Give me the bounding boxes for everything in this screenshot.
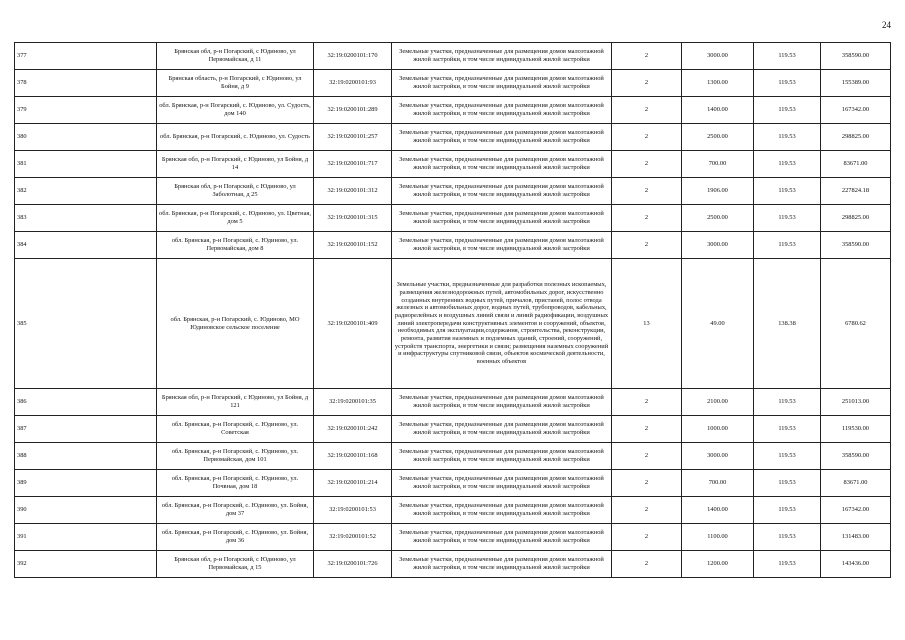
row-rate: 119.53 (754, 524, 821, 551)
row-category: 2 (612, 151, 682, 178)
row-address: Брянская обл, р-н Погарский, с Юдиново, ул Первомайская, д 15 (157, 551, 314, 578)
row-permitted-use: Земельные участки, предназначенные для размещения домов малоэтажной жилой застройки, в том числе индивидуальной жилой застройки (392, 470, 612, 497)
row-sum: 298825.00 (821, 205, 891, 232)
row-rate: 119.53 (754, 443, 821, 470)
row-sum: 227824.18 (821, 178, 891, 205)
row-rate: 119.53 (754, 124, 821, 151)
row-permitted-use: Земельные участки, предназначенные для размещения домов малоэтажной жилой застройки, в том числе индивидуальной жилой застройки (392, 97, 612, 124)
row-cadastral-number: 32:19:0200101:152 (314, 232, 392, 259)
row-sum: 167342.00 (821, 97, 891, 124)
row-sum: 358590.00 (821, 43, 891, 70)
row-permitted-use: Земельные участки, предназначенные для размещения домов малоэтажной жилой застройки, в том числе индивидуальной жилой застройки (392, 43, 612, 70)
row-category: 2 (612, 178, 682, 205)
row-area: 1000.00 (682, 416, 754, 443)
row-permitted-use: Земельные участки, предназначенные для размещения домов малоэтажной жилой застройки, в том числе индивидуальной жилой застройки (392, 151, 612, 178)
row-number: 377 (15, 43, 157, 70)
row-permitted-use: Земельные участки, предназначенные для размещения домов малоэтажной жилой застройки, в том числе индивидуальной жилой застройки (392, 178, 612, 205)
row-cadastral-number: 32:19:0200101:315 (314, 205, 392, 232)
row-number: 383 (15, 205, 157, 232)
row-number: 388 (15, 443, 157, 470)
row-area: 1200.00 (682, 551, 754, 578)
row-category: 2 (612, 389, 682, 416)
row-sum: 119530.00 (821, 416, 891, 443)
row-number: 384 (15, 232, 157, 259)
row-category: 2 (612, 232, 682, 259)
row-address: Брянская обл, р-н Погарский, с Юдиново, ул Первомайская, д 11 (157, 43, 314, 70)
row-category: 2 (612, 524, 682, 551)
table-body (15, 43, 891, 578)
table-row (15, 178, 891, 205)
row-address: обл. Брянская, р-н Погарский, с. Юдиново, ул. Цветная, дом 5 (157, 205, 314, 232)
row-cadastral-number: 32:19:0200101:168 (314, 443, 392, 470)
row-number: 380 (15, 124, 157, 151)
row-rate: 119.53 (754, 497, 821, 524)
row-sum: 83671.00 (821, 151, 891, 178)
row-rate: 119.53 (754, 232, 821, 259)
row-permitted-use: Земельные участки, предназначенные для размещения домов малоэтажной жилой застройки, в том числе индивидуальной жилой застройки (392, 124, 612, 151)
row-sum: 83671.00 (821, 470, 891, 497)
row-rate: 119.53 (754, 70, 821, 97)
row-address: Брянская обл, р-н Погарский, с Юдиново, ул Бойня, д 121 (157, 389, 314, 416)
table-row (15, 443, 891, 470)
row-address: обл. Брянская, р-н Погарский, с. Юдиново, ул. Судость (157, 124, 314, 151)
row-number: 392 (15, 551, 157, 578)
row-rate: 119.53 (754, 151, 821, 178)
row-area: 49.00 (682, 259, 754, 389)
row-category: 2 (612, 70, 682, 97)
row-category: 2 (612, 470, 682, 497)
row-address: Брянская обл, р-н Погарский, с Юдиново, ул Заболотная, д 25 (157, 178, 314, 205)
row-address: обл. Брянская, р-н Погарский, с. Юдиново, ул. Бойня, дом 36 (157, 524, 314, 551)
table-row (15, 124, 891, 151)
row-category: 2 (612, 416, 682, 443)
row-category: 2 (612, 97, 682, 124)
row-number: 387 (15, 416, 157, 443)
row-category: 2 (612, 497, 682, 524)
row-permitted-use: Земельные участки, предназначенные для размещения домов малоэтажной жилой застройки, в том числе индивидуальной жилой застройки (392, 497, 612, 524)
table-row (15, 389, 891, 416)
row-address: обл. Брянская, р-н Погарский, с. Юдиново, ул. Советская (157, 416, 314, 443)
table-row (15, 551, 891, 578)
row-rate: 119.53 (754, 470, 821, 497)
row-cadastral-number: 32:19:0200101:52 (314, 524, 392, 551)
row-permitted-use: Земельные участки, предназначенные для размещения домов малоэтажной жилой застройки, в том числе индивидуальной жилой застройки (392, 205, 612, 232)
row-rate: 119.53 (754, 389, 821, 416)
row-rate: 119.53 (754, 551, 821, 578)
table-row (15, 259, 891, 389)
page-number: 24 (882, 20, 891, 30)
row-cadastral-number: 32:19:0200101:726 (314, 551, 392, 578)
table-row (15, 470, 891, 497)
table-row (15, 70, 891, 97)
row-permitted-use: Земельные участки, предназначенные для размещения домов малоэтажной жилой застройки, в том числе индивидуальной жилой застройки (392, 551, 612, 578)
row-permitted-use: Земельные участки, предназначенные для размещения домов малоэтажной жилой застройки, в том числе индивидуальной жилой застройки (392, 389, 612, 416)
row-address: Брянская обл, р-н Погарский, с Юдиново, ул Бойня, д 14 (157, 151, 314, 178)
row-category: 13 (612, 259, 682, 389)
row-area: 700.00 (682, 470, 754, 497)
row-area: 1400.00 (682, 97, 754, 124)
row-number: 379 (15, 97, 157, 124)
row-area: 1100.00 (682, 524, 754, 551)
row-sum: 167342.00 (821, 497, 891, 524)
row-address: обл. Брянская, р-н Погарский, с. Юдиново, ул. Первомайская, дом 101 (157, 443, 314, 470)
table-row (15, 205, 891, 232)
row-rate: 119.53 (754, 416, 821, 443)
row-number: 381 (15, 151, 157, 178)
row-category: 2 (612, 124, 682, 151)
row-permitted-use: Земельные участки, предназначенные для размещения домов малоэтажной жилой застройки, в том числе индивидуальной жилой застройки (392, 232, 612, 259)
table-row (15, 151, 891, 178)
row-category: 2 (612, 551, 682, 578)
row-rate: 119.53 (754, 97, 821, 124)
row-rate: 138.38 (754, 259, 821, 389)
row-sum: 6780.62 (821, 259, 891, 389)
row-area: 1400.00 (682, 497, 754, 524)
row-address: обл. Брянская, р-н Погарский, с. Юдиново, ул. Бойня, дом 37 (157, 497, 314, 524)
row-number: 382 (15, 178, 157, 205)
row-cadastral-number: 32:19:0200101:53 (314, 497, 392, 524)
row-cadastral-number: 32:19:0200101:409 (314, 259, 392, 389)
row-address: обл. Брянская, р-н Погарский, с. Юдиново, ул. Почвная, дом 18 (157, 470, 314, 497)
row-area: 3000.00 (682, 443, 754, 470)
row-area: 1906.00 (682, 178, 754, 205)
row-address: обл. Брянская, р-н Погарский, с. Юдиново, ул. Первомайская, дом 8 (157, 232, 314, 259)
table-row (15, 97, 891, 124)
row-permitted-use: Земельные участки, предназначенные для размещения домов малоэтажной жилой застройки, в том числе индивидуальной жилой застройки (392, 443, 612, 470)
row-area: 3000.00 (682, 43, 754, 70)
row-area: 2500.00 (682, 124, 754, 151)
table-row (15, 416, 891, 443)
row-sum: 131483.00 (821, 524, 891, 551)
row-cadastral-number: 32:19:0200101:93 (314, 70, 392, 97)
row-area: 1300.00 (682, 70, 754, 97)
row-cadastral-number: 32:19:0200101:717 (314, 151, 392, 178)
row-cadastral-number: 32:19:0200101:170 (314, 43, 392, 70)
row-rate: 119.53 (754, 43, 821, 70)
row-category: 2 (612, 443, 682, 470)
row-sum: 143436.00 (821, 551, 891, 578)
row-area: 3000.00 (682, 232, 754, 259)
row-number: 390 (15, 497, 157, 524)
row-number: 385 (15, 259, 157, 389)
row-area: 700.00 (682, 151, 754, 178)
row-rate: 119.53 (754, 205, 821, 232)
table-row (15, 497, 891, 524)
row-sum: 298825.00 (821, 124, 891, 151)
row-sum: 358590.00 (821, 443, 891, 470)
land-parcels-table (14, 42, 891, 578)
row-address: обл. Брянская, р-н Погарский, с. Юдиново, МО Юдиновское сельское поселение (157, 259, 314, 389)
row-area: 2500.00 (682, 205, 754, 232)
table-row (15, 232, 891, 259)
row-address: обл. Брянская, р-н Погарский, с. Юдиново, ул. Судость, дом 140 (157, 97, 314, 124)
table-row (15, 43, 891, 70)
row-number: 391 (15, 524, 157, 551)
row-sum: 155389.00 (821, 70, 891, 97)
row-area: 2100.00 (682, 389, 754, 416)
table-row (15, 524, 891, 551)
row-cadastral-number: 32:19:0200101:289 (314, 97, 392, 124)
row-sum: 358590.00 (821, 232, 891, 259)
row-permitted-use: Земельные участки, предназначенные для разработки полезных ископаемых, размещения железнодорожных путей, автомобильных дорог, искусственно созданных внутренних водных путей, причалов, пристаней, полос отвода железных и автомобильных дорог, водных путей, трубопроводов, кабельных, радиорелейных и воздушных линий связи и линий радиофикации, воздушных линий электропередачи конструктивных элементов и сооружений, объектов, необходимых для эксплуатации,содержания, строительства, реконструкции, ремонта, развития наземных и подземных зданий, строений, сооружений, устройств транспорта, энергетики и связи; размещения наземных сооружений и инфраструктуры спутниковой связи, объектов космической деятельности, военных объектов (392, 259, 612, 389)
row-permitted-use: Земельные участки, предназначенные для размещения домов малоэтажной жилой застройки, в том числе индивидуальной жилой застройки (392, 524, 612, 551)
row-permitted-use: Земельные участки, предназначенные для размещения домов малоэтажной жилой застройки, в том числе индивидуальной жилой застройки (392, 70, 612, 97)
row-cadastral-number: 32:19:0200101:35 (314, 389, 392, 416)
row-number: 386 (15, 389, 157, 416)
row-permitted-use: Земельные участки, предназначенные для размещения домов малоэтажной жилой застройки, в том числе индивидуальной жилой застройки (392, 416, 612, 443)
row-number: 378 (15, 70, 157, 97)
row-cadastral-number: 32:19:0200101:257 (314, 124, 392, 151)
row-cadastral-number: 32:19:0200101:312 (314, 178, 392, 205)
row-cadastral-number: 32:19:0200101:214 (314, 470, 392, 497)
row-category: 2 (612, 205, 682, 232)
row-address: Брянская область, р-н Погарский, с Юдиново, ул Бойня, д 9 (157, 70, 314, 97)
row-number: 389 (15, 470, 157, 497)
row-rate: 119.53 (754, 178, 821, 205)
row-sum: 251013.00 (821, 389, 891, 416)
row-category: 2 (612, 43, 682, 70)
row-cadastral-number: 32:19:0200101:242 (314, 416, 392, 443)
